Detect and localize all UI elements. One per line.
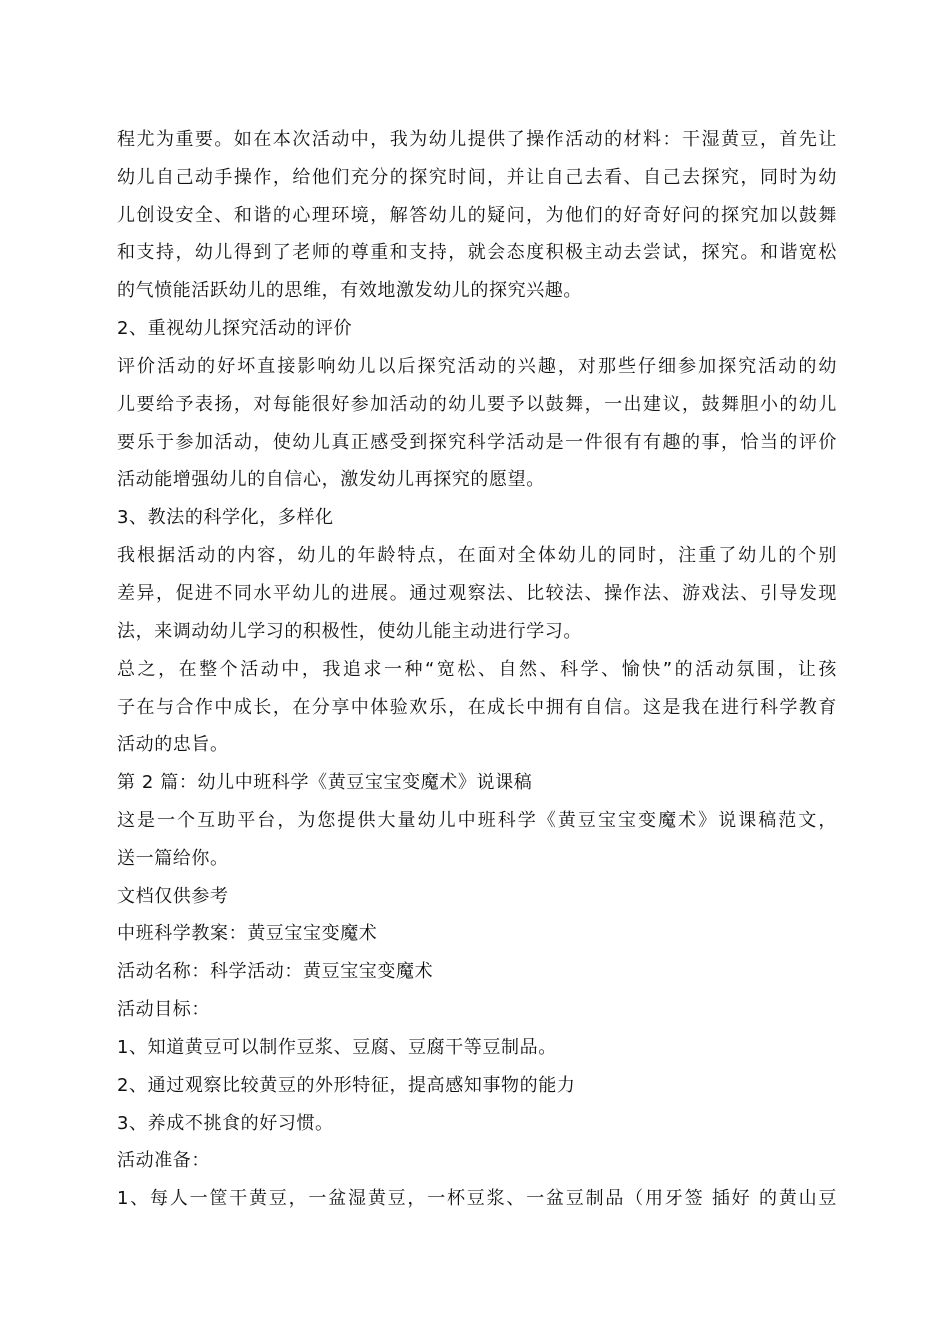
text-line: 这是一个互助平台，为您提供大量幼儿中班科学《黄豆宝宝变魔术》说课稿范文，	[117, 810, 837, 831]
text-line: 儿创设安全、和谐的心理环境，解答幼儿的疑问，为他们的好奇好问的探究加以鼓舞	[117, 205, 837, 226]
text-line: 活动能增强幼儿的自信心，激发幼儿再探究的愿望。	[117, 469, 545, 490]
list-item: 1、每人一筐干黄豆，一盆湿黄豆，一杯豆浆、一盆豆制品（用牙签 插好 的黄山豆	[117, 1188, 837, 1209]
section-heading: 3、教法的科学化，多样化	[117, 507, 334, 528]
text-line: 儿要给予表扬，对每能很好参加活动的幼儿要予以鼓舞，一出建议，鼓舞胆小的幼儿	[117, 394, 837, 415]
text-line: 活动目标：	[117, 999, 210, 1020]
text-line: 送一篇给你。	[117, 848, 229, 869]
text-line: 总之，在整个活动中，我追求一种“宽松、自然、科学、愉快”的活动氛围，让孩	[117, 659, 837, 680]
text-line: 我根据活动的内容，幼儿的年龄特点，在面对全体幼儿的同时，注重了幼儿的个别	[117, 545, 837, 566]
text-line: 的气愤能活跃幼儿的思维，有效地激发幼儿的探究兴趣。	[117, 280, 582, 301]
text-line: 活动的忠旨。	[117, 734, 229, 755]
list-item: 2、通过观察比较黄豆的外形特征，提高感知事物的能力	[117, 1075, 576, 1096]
article-title: 第 2 篇：幼儿中班科学《黄豆宝宝变魔术》说课稿	[117, 772, 533, 793]
text-line: 要乐于参加活动，使幼儿真正感受到探究科学活动是一件很有有趣的事，恰当的评价	[117, 432, 837, 453]
text-line: 活动准备：	[117, 1150, 210, 1171]
text-line: 文档仅供参考	[117, 886, 229, 907]
list-item: 1、知道黄豆可以制作豆浆、豆腐、豆腐干等豆制品。	[117, 1037, 557, 1058]
list-item: 3、养成不挑食的好习惯。	[117, 1113, 334, 1134]
text-line: 子在与合作中成长，在分享中体验欢乐，在成长中拥有自信。这是我在进行科学教育	[117, 697, 837, 718]
text-line: 差异，促进不同水平幼儿的进展。通过观察法、比较法、操作法、游戏法、引导发现	[117, 583, 837, 604]
text-line: 和支持，幼儿得到了老师的尊重和支持，就会态度积极主动去尝试，探究。和谐宽松	[117, 242, 837, 263]
text-line: 法，来调动幼儿学习的积极性，使幼儿能主动进行学习。	[117, 621, 582, 642]
text-line: 幼儿自己动手操作，给他们充分的探究时间，并让自己去看、自己去探究，同时为幼	[117, 167, 837, 188]
section-heading: 2、重视幼儿探究活动的评价	[117, 318, 353, 339]
text-line: 程尤为重要。如在本次活动中，我为幼儿提供了操作活动的材料：干湿黄豆，首先让	[117, 129, 837, 150]
text-line: 中班科学教案：黄豆宝宝变魔术	[117, 923, 378, 944]
text-line: 活动名称：科学活动：黄豆宝宝变魔术	[117, 961, 434, 982]
text-line: 评价活动的好坏直接影响幼儿以后探究活动的兴趣，对那些仔细参加探究活动的幼	[117, 356, 837, 377]
